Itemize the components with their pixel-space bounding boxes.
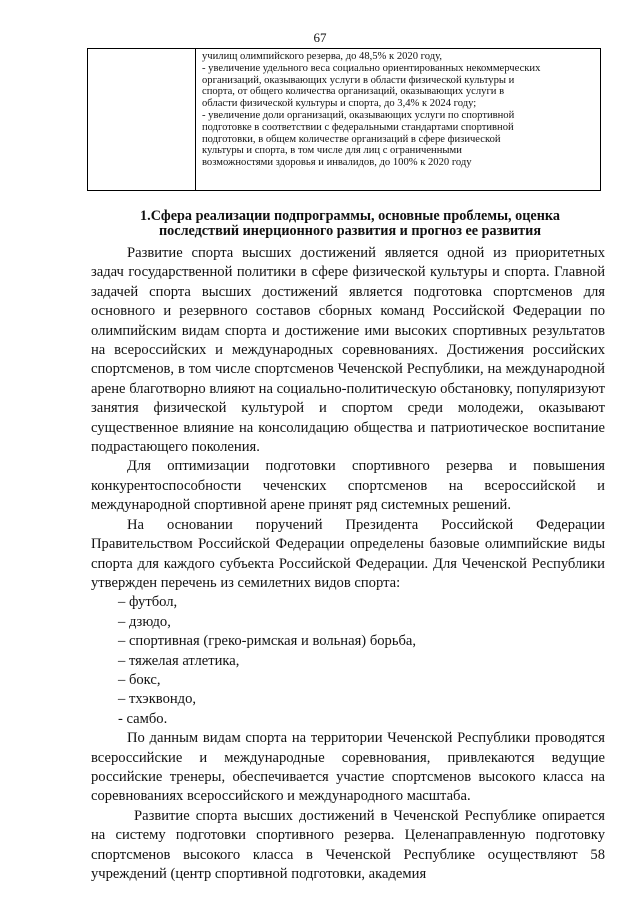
list-item: – дзюдо, (118, 613, 171, 630)
paragraph: По данным видам спорта на территории Чеченской Республики проводятся всероссийские и международные соревнования, привлекаются ведущие российские тренеры, обеспечивается участие спортсменов высокого класса на соревнованиях всероссийского и международного масштаба. (91, 730, 605, 805)
list-item: – футбол, (118, 594, 178, 611)
list-item: – тяжелая атлетика, (118, 652, 240, 669)
table-line: организаций, оказывающих услуги в области физической культуры и (202, 74, 515, 86)
table-cell-indicators (202, 51, 594, 169)
table-column-divider (195, 49, 196, 190)
table-line: подготовке в соответствии с федеральными стандартами спортивной (202, 121, 514, 133)
paragraph: Развитие спорта высших достижений в Чеченской Республике опирается на систему подготовки спортивного резерва. Целенаправленную подготовку спортсменов высокого класса в Чеченской Республике осуществляют 58 учреждений (центр спортивной подготовки, академия (91, 807, 605, 882)
table-line: - увеличение доли организаций, оказывающих услуги по спортивной (202, 109, 515, 121)
table-line: училищ олимпийского резерва, до 48,5% к 2020 году, (202, 51, 443, 62)
table-line: области физической культуры и спорта, до 3,4% к 2024 году; (202, 98, 477, 110)
section-heading-line: 1.Сфера реализации подпрограммы, основные проблемы, оценка (140, 208, 560, 224)
indicators-table (87, 48, 601, 191)
table-line: спорта, от общего количества организаций, оказывающих услуги в (202, 86, 505, 98)
table-line: возможностями здоровья и инвалидов, до 100% к 2020 году (202, 157, 472, 169)
paragraph: Для оптимизации подготовки спортивного резерва и повышения конкурентоспособности чеченских спортсменов на всероссийской и международной спортивной арене принят ряд системных решений. (91, 458, 605, 514)
section-body (91, 244, 605, 884)
paragraph: Развитие спорта высших достижений является одной из приоритетных задач государственной политики в сфере физической культуры и спорта. Главной задачей спорта высших достижений является подготовка спортсменов для основного и резервного составов сборных команд Российской Федерации по олимпийским видам спорта и достижение ими высоких спортивных результатов на всероссийских и международных соревнованиях. Достижения российских спортсменов, в том числе спортсменов Чеченской Республики, на международной арене благотворно влияют на социально-политическую обстановку, популяризуют занятия физической культурой и спортом среди молодежи, оказывают существенное влияние на консолидацию общества и патриотическое воспитание подрастающего поколения. (91, 245, 605, 456)
list-item: – спортивная (греко-римская и вольная) борьба, (118, 633, 417, 650)
list-item: – тхэквондо, (118, 691, 197, 708)
list-item: – бокс, (118, 671, 161, 688)
section-heading-line: последствий инерционного развития и прогноз ее развития (159, 223, 541, 239)
paragraph: На основании поручений Президента Российской Федерации Правительством Российской Федерации определены базовые олимпийские виды спорта для каждого субъекта Российской Федерации. Для Чеченской Республики утвержден перечень из семилетних видов спорта: (91, 516, 605, 591)
list-item: - самбо. (118, 710, 168, 727)
table-line: культуры и спорта, в том числе для лиц с ограниченными (202, 145, 462, 157)
table-line: - увеличение удельного веса социально ориентированных некоммерческих (202, 62, 541, 74)
sports-list (91, 593, 605, 729)
section-heading (100, 209, 600, 239)
table-line: подготовки, в общем количестве организаций в сфере физической (202, 133, 501, 145)
page-number: 67 (313, 30, 327, 45)
